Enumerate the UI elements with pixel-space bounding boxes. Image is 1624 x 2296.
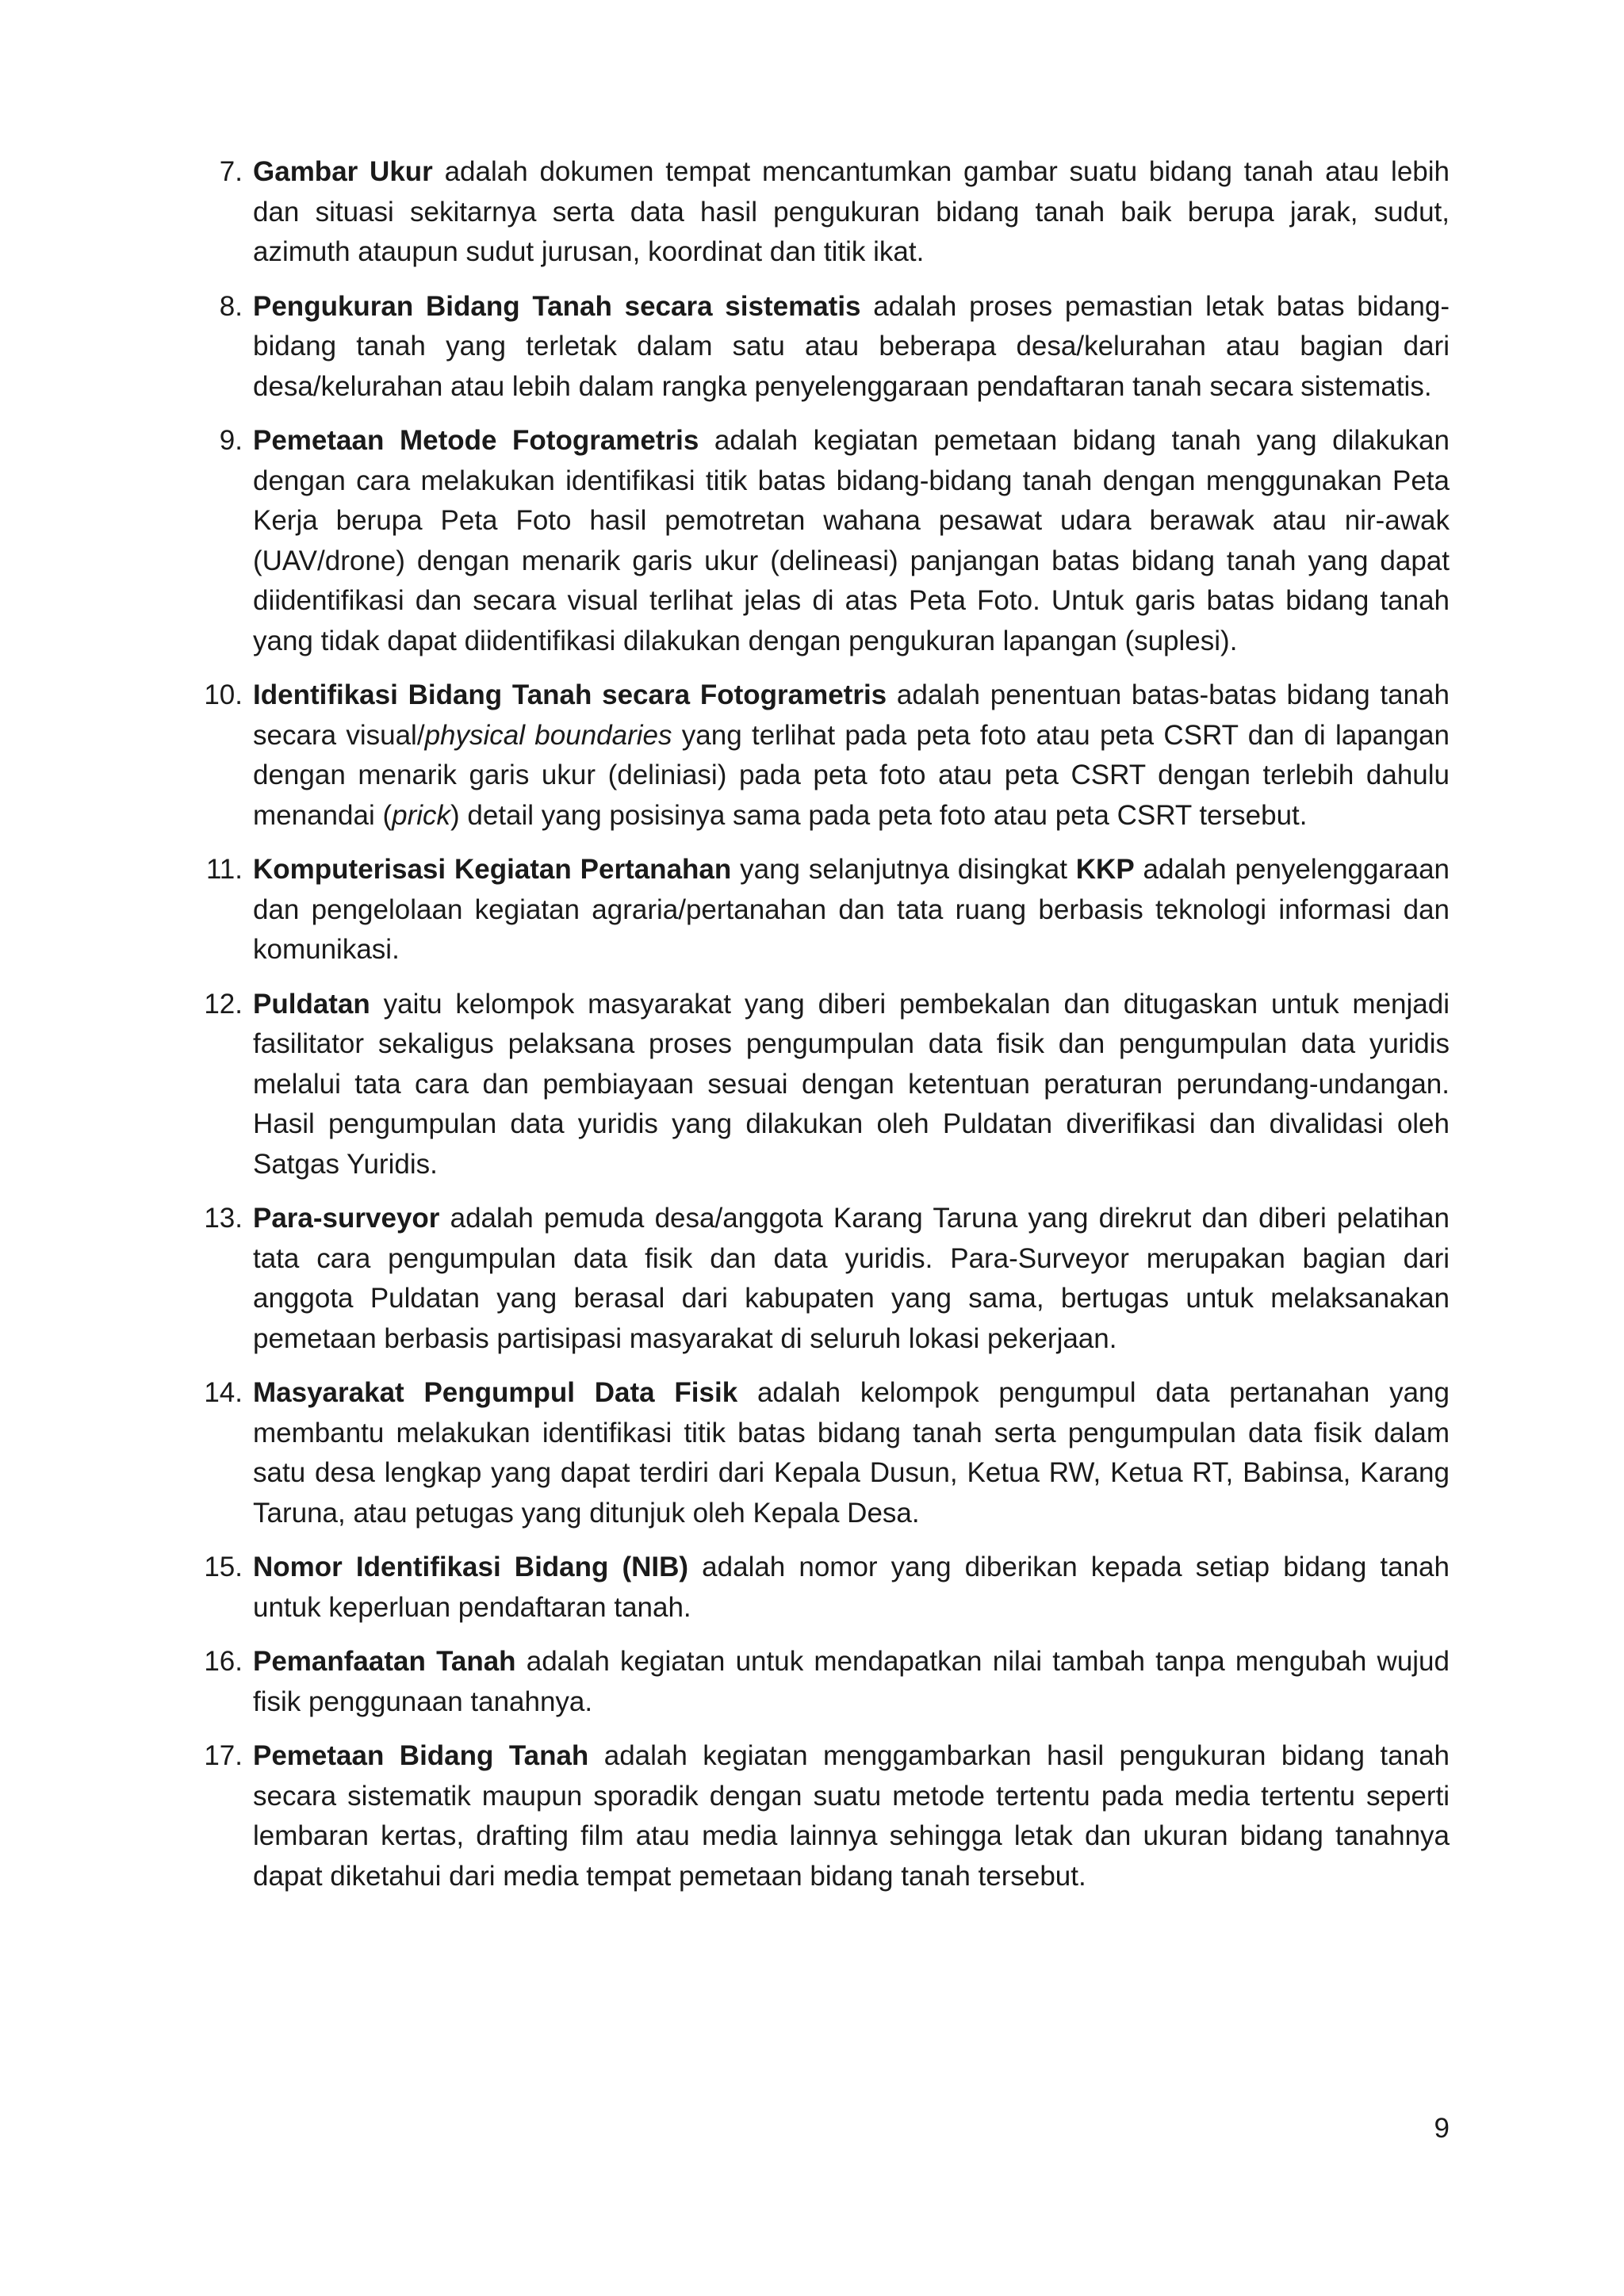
page-number: 9	[1434, 2113, 1450, 2144]
italic-term: prick	[392, 799, 451, 831]
definition-text	[253, 1203, 1450, 1354]
defined-term: Masyarakat Pengumpul Data Fisik	[253, 1377, 738, 1408]
definition-text	[253, 1740, 1450, 1892]
definition-number: 15.	[204, 1552, 243, 1582]
definition-number: 13.	[204, 1203, 243, 1234]
definition-item	[193, 287, 1450, 408]
definition-body: adalah kegiatan untuk mendapatkan nilai tambah tanpa mengubah wujud fisik penggunaan tanahnya.	[253, 1646, 1450, 1717]
defined-term: Nomor Identifikasi Bidang (NIB)	[253, 1552, 689, 1582]
definition-text	[253, 1377, 1450, 1529]
definition-item	[193, 675, 1450, 836]
definition-body: adalah penyelenggaraan dan pengelolaan kegiatan agraria/pertanahan dan tata ruang berbasis teknologi informasi dan komunikasi.	[253, 854, 1450, 965]
definition-number: 14.	[204, 1377, 243, 1408]
definition-text	[253, 989, 1450, 1180]
italic-term: physical boundaries	[424, 719, 672, 751]
defined-term: Puldatan	[253, 988, 370, 1020]
definition-text	[253, 1552, 1450, 1623]
definition-body: adalah pemuda desa/anggota Karang Taruna yang direkrut dan diberi pelatihan tata cara pengumpulan data fisik dan data yuridis. Para-Surveyor merupakan bagian dari anggota Puldatan yang berasal dari kabupaten yang sama, bertugas untuk melaksanakan pemetaan berbasis partisipasi masyarakat di seluruh lokasi pekerjaan.	[253, 1203, 1450, 1354]
definition-number: 9.	[219, 425, 243, 456]
definition-text	[253, 156, 1450, 267]
definition-number: 16.	[204, 1646, 243, 1677]
definition-item	[193, 1199, 1450, 1359]
definition-body: adalah kegiatan pemetaan bidang tanah yang dilakukan dengan cara melakukan identifikasi titik batas bidang-bidang tanah dengan menggunakan Peta Kerja berupa Peta Foto hasil pemotretan wahana pesawat udara berawak atau nir-awak (UAV/drone) dengan menarik garis ukur (delineasi) panjangan batas bidang tanah yang dapat diidentifikasi dan secara visual terlihat jelas di atas Peta Foto. Untuk garis batas bidang tanah yang tidak dapat diidentifikasi dilakukan dengan pengukuran lapangan (suplesi).	[253, 425, 1450, 656]
definition-text	[253, 679, 1450, 831]
definition-item	[193, 421, 1450, 661]
defined-term: Para-surveyor	[253, 1203, 440, 1234]
definition-number: 7.	[219, 156, 243, 187]
definition-body: adalah proses pemastian letak batas bidang-bidang tanah yang terletak dalam satu atau beberapa desa/kelurahan atau bagian dari desa/kelurahan atau lebih dalam rangka penyelenggaraan pendaftaran tanah secara sistematis.	[253, 290, 1450, 402]
definition-item	[193, 1642, 1450, 1722]
definition-item	[193, 1373, 1450, 1533]
definition-body: yang selanjutnya disingkat	[731, 854, 1076, 885]
defined-term: Pengukuran Bidang Tanah secara sistematis	[253, 290, 861, 322]
defined-term: Pemetaan Metode Fotogrametris	[253, 425, 699, 456]
definition-text	[253, 1646, 1450, 1717]
defined-term: Identifikasi Bidang Tanah secara Fotogrametris	[253, 679, 887, 710]
definition-number: 11.	[205, 854, 243, 885]
defined-term: Komputerisasi Kegiatan Pertanahan	[253, 854, 732, 885]
definition-item	[193, 1548, 1450, 1628]
defined-term: Pemanfaatan Tanah	[253, 1646, 516, 1677]
definition-text	[253, 291, 1450, 402]
definition-body: adalah kegiatan menggambarkan hasil pengukuran bidang tanah secara sistematik maupun sporadik dengan suatu metode tertentu pada media tertentu seperti lembaran kertas, drafting film atau media lainnya sehingga letak dan ukuran bidang tanahnya dapat diketahui dari media tempat pemetaan bidang tanah tersebut.	[253, 1740, 1450, 1892]
definition-body: adalah penentuan batas-batas bidang tanah secara visual/	[253, 679, 1450, 751]
definition-number: 8.	[219, 290, 243, 322]
definition-body: yang terlihat pada peta foto atau peta CSRT dan di lapangan dengan menarik garis ukur (deliniasi) pada peta foto atau peta CSRT dengan terlebih dahulu menandai (	[253, 719, 1450, 831]
definition-body: ) detail yang posisinya sama pada peta foto atau peta CSRT tersebut.	[450, 799, 1308, 831]
definition-item	[193, 850, 1450, 970]
definition-text	[253, 425, 1450, 656]
definition-text	[253, 854, 1450, 965]
definition-number: 17.	[204, 1740, 243, 1771]
definition-body: yaitu kelompok masyarakat yang diberi pembekalan dan ditugaskan untuk menjadi fasilitator sekaligus pelaksana proses pengumpulan data fisik dan pengumpulan data yuridis melalui tata cara dan pembiayaan sesuai dengan ketentuan peraturan perundang-undangan. Hasil pengumpulan data yuridis yang dilakukan oleh Puldatan diverifikasi dan divalidasi oleh Satgas Yuridis.	[253, 988, 1450, 1180]
definition-body: adalah kelompok pengumpul data pertanahan yang membantu melakukan identifikasi titik batas bidang tanah serta pengumpulan data fisik dalam satu desa lengkap yang dapat terdiri dari Kepala Dusun, Ketua RW, Ketua RT, Babinsa, Karang Taruna, atau petugas yang ditunjuk oleh Kepala Desa.	[253, 1377, 1450, 1529]
defined-term: KKP	[1075, 854, 1135, 885]
definition-number: 12.	[204, 988, 243, 1020]
definition-body: adalah nomor yang diberikan kepada setiap bidang tanah untuk keperluan pendaftaran tanah.	[253, 1552, 1450, 1623]
definition-list	[193, 152, 1450, 1911]
defined-term: Pemetaan Bidang Tanah	[253, 1740, 589, 1771]
definition-item	[193, 985, 1450, 1185]
definition-number: 10.	[204, 679, 243, 710]
definition-body: adalah dokumen tempat mencantumkan gambar suatu bidang tanah atau lebih dan situasi sekitarnya serta data hasil pengukuran bidang tanah baik berupa jarak, sudut, azimuth ataupun sudut jurusan, koordinat dan titik ikat.	[253, 156, 1450, 267]
defined-term: Gambar Ukur	[253, 156, 433, 187]
definition-item	[193, 1736, 1450, 1896]
definition-item	[193, 152, 1450, 273]
